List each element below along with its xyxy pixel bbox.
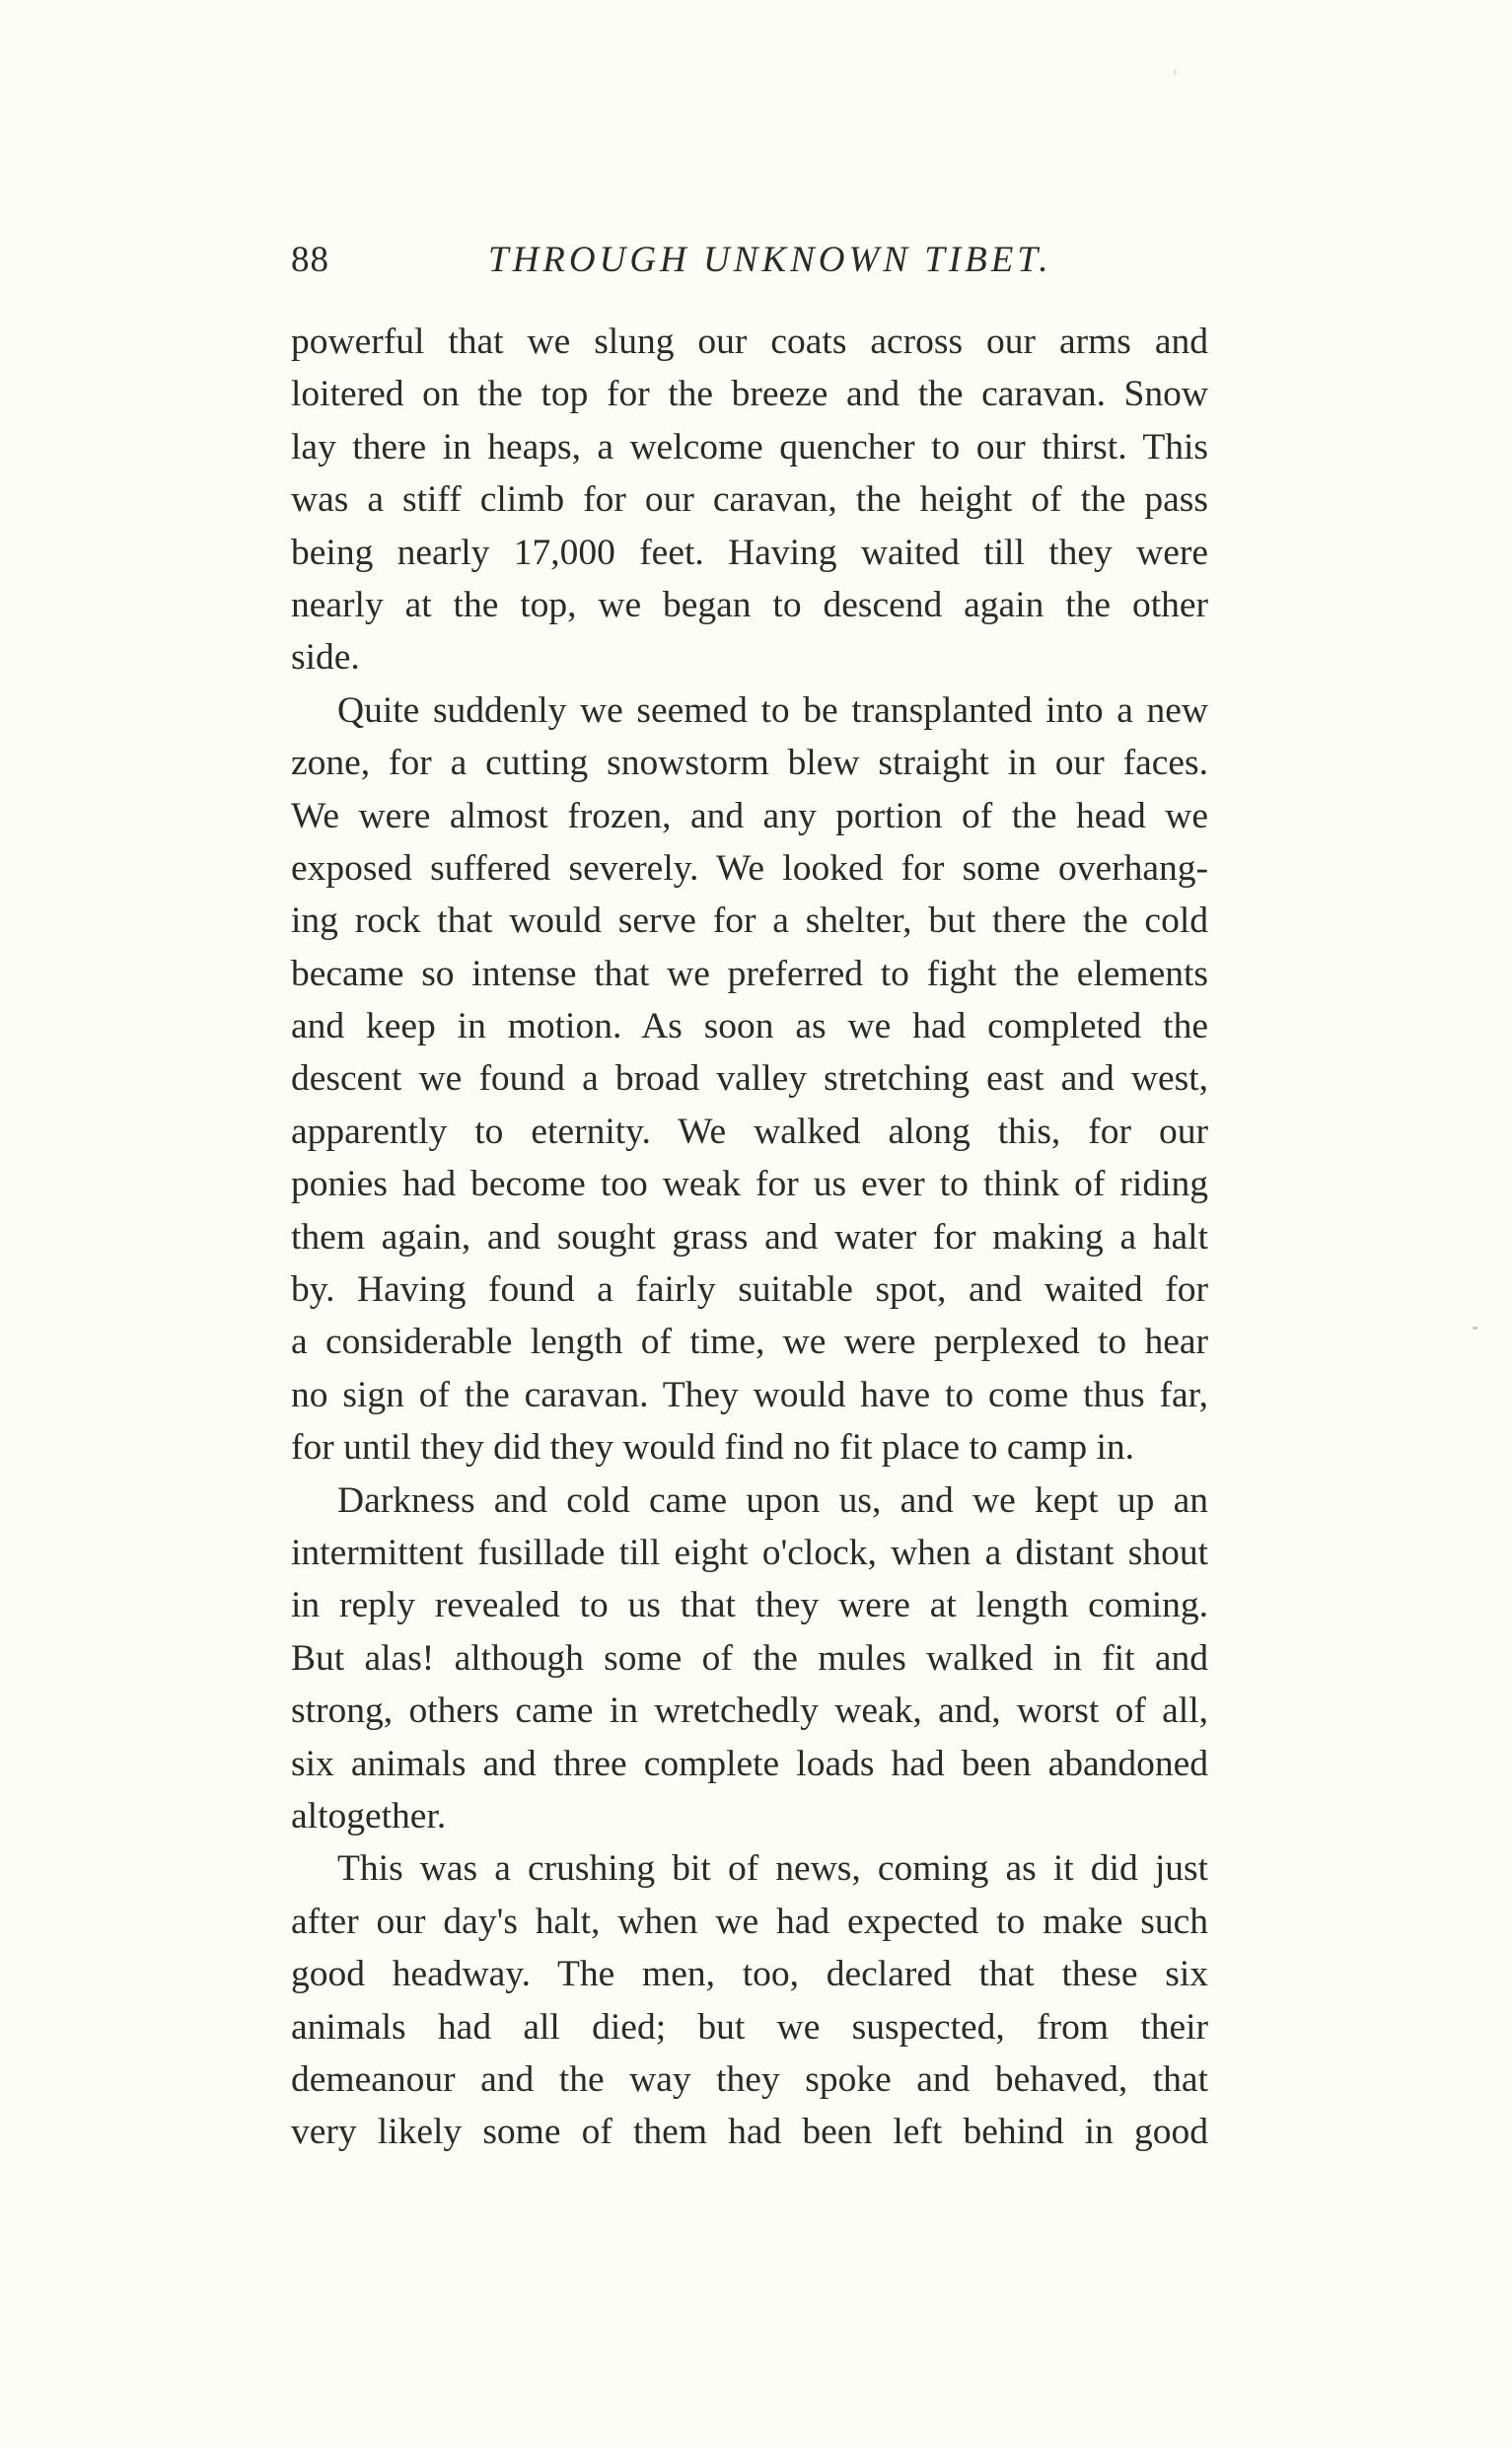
text-line: exposed suffered severely. We looked for some overhang-	[291, 847, 1208, 889]
text-line: ing rock that would serve for a shelter, but there the cold	[291, 900, 1208, 942]
text-line: nearly at the top, we began to descend again the other	[291, 584, 1208, 625]
text-line: Quite suddenly we seemed to be transplanted into a new	[337, 689, 1208, 731]
paragraph	[291, 684, 1208, 1475]
text-line: powerful that we slung our coats across our arms and	[291, 322, 1208, 362]
page-header	[291, 239, 1208, 294]
text-line: good headway. The men, too, declared that these six	[291, 1954, 1208, 1995]
text-line: no sign of the caravan. They would have to come thus far,	[291, 1374, 1208, 1415]
text-line: zone, for a cutting snowstorm blew straight in our faces.	[291, 743, 1208, 784]
text-line: six animals and three complete loads had been abandoned	[291, 1743, 1208, 1784]
text-line: This was a crushing bit of news, coming as it did just	[337, 1848, 1208, 1890]
running-title: THROUGH UNKNOWN TIBET.	[488, 240, 1052, 280]
text-line: But alas! although some of the mules walked in fit and	[291, 1637, 1208, 1679]
text-line: was a stiff climb for our caravan, the height of the pass	[291, 479, 1208, 521]
text-line: We were almost frozen, and any portion of the head we	[291, 795, 1208, 836]
paragraph	[291, 1842, 1208, 2158]
page-number: 88	[291, 240, 329, 280]
text-line: lay there in heaps, a welcome quencher to our thirst. This	[291, 426, 1208, 468]
text-line: for until they did they would find no fit place to camp in.	[291, 1427, 1135, 1469]
text-line: intermittent fusillade till eight o'clock, when a distant shout	[291, 1532, 1208, 1573]
text-line: being nearly 17,000 feet. Having waited till they were	[291, 532, 1208, 573]
text-line: a considerable length of time, we were perplexed to hear	[291, 1322, 1208, 1363]
text-line: descent we found a broad valley stretching east and west,	[291, 1058, 1208, 1100]
text-line: altogether.	[291, 1795, 447, 1836]
text-line: by. Having found a fairly suitable spot, and waited for	[291, 1269, 1208, 1311]
paragraph	[291, 316, 1208, 684]
text-line: strong, others came in wretchedly weak, and, worst of all,	[291, 1691, 1208, 1732]
text-line: demeanour and the way they spoke and behaved, that	[291, 2058, 1208, 2100]
text-line: side.	[291, 637, 360, 679]
text-line: in reply revealed to us that they were at length coming.	[291, 1585, 1208, 1626]
body-text	[291, 316, 1208, 2159]
text-line: animals had all died; but we suspected, from their	[291, 2006, 1208, 2048]
text-line: them again, and sought grass and water for making a halt	[291, 1216, 1208, 1258]
text-line: and keep in motion. As soon as we had completed the	[291, 1006, 1208, 1047]
paper-speck	[1473, 1327, 1477, 1330]
text-line: loitered on the top for the breeze and the caravan. Snow	[291, 374, 1208, 415]
text-line: Darkness and cold came upon us, and we kept up an	[337, 1479, 1208, 1521]
text-line: became so intense that we preferred to fight the elements	[291, 953, 1208, 994]
paragraph	[291, 1475, 1208, 1843]
text-line: ponies had become too weak for us ever to think of riding	[291, 1164, 1208, 1205]
paper-speck	[1174, 69, 1177, 75]
text-line: apparently to eternity. We walked along this, for our	[291, 1111, 1208, 1152]
text-line: after our day's halt, when we had expected to make such	[291, 1901, 1208, 1942]
text-line: very likely some of them had been left behind in good	[291, 2112, 1208, 2153]
